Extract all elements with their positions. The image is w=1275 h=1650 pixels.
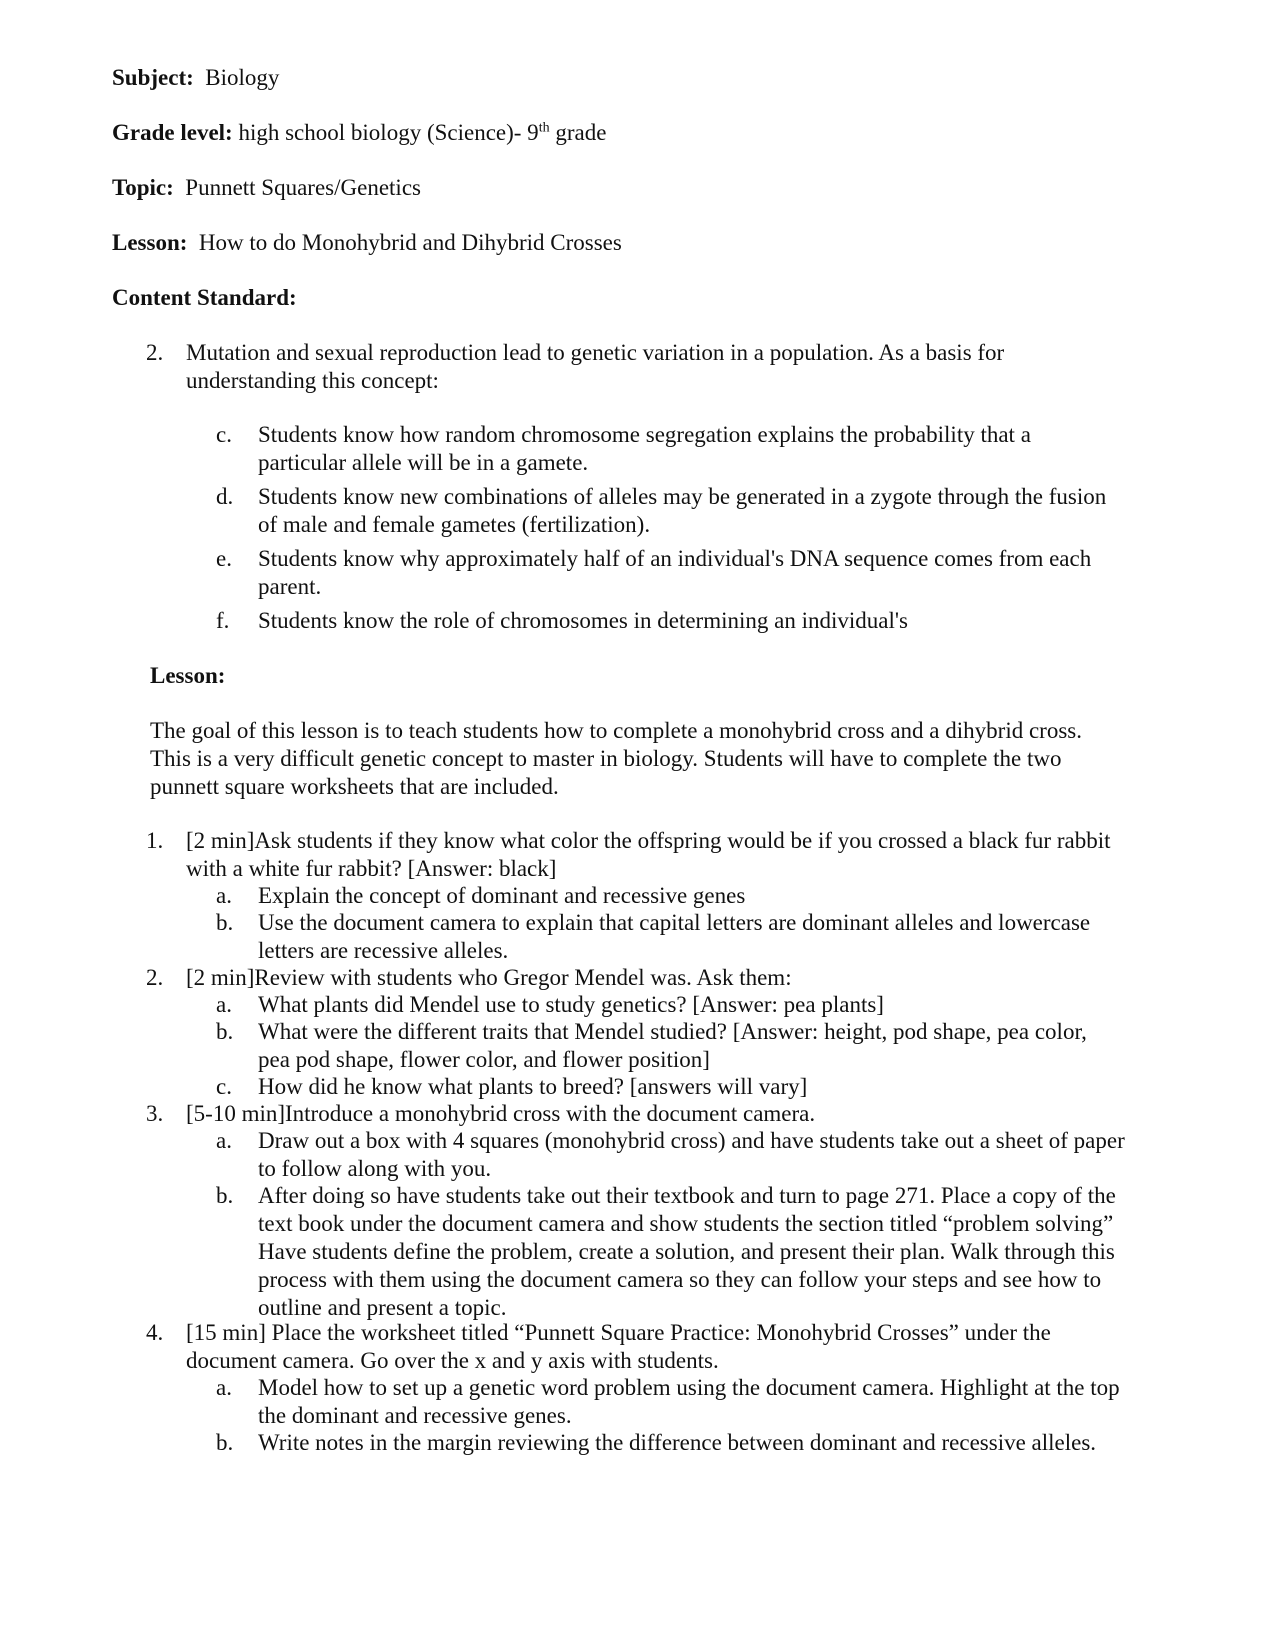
lesson-step bbox=[146, 964, 1126, 992]
lesson-substep bbox=[216, 882, 1118, 910]
standard-subitem-text: Students know why approximately half of an individual's DNA sequence comes from each parent. bbox=[258, 546, 1092, 599]
lesson-intro-paragraph: The goal of this lesson is to teach students how to complete a monohybrid cross and a dihybrid cross. This is a very difficult genetic concept to master in biology. Students will have to complete the two punnett square worksheets that are included. bbox=[150, 718, 1082, 799]
subject-label: Subject: bbox=[112, 65, 194, 90]
lesson-substep-text: How did he know what plants to breed? [answers will vary] bbox=[258, 1074, 808, 1099]
lesson-step-text: [5-10 min]Introduce a monohybrid cross with the document camera. bbox=[186, 1101, 816, 1126]
standard-text: Mutation and sexual reproduction lead to genetic variation in a population. As a basis for understanding this concept: bbox=[186, 340, 1005, 393]
standard-number: 2. bbox=[146, 340, 164, 365]
standard-subitem bbox=[216, 607, 1118, 635]
content-standard-heading: Content Standard: bbox=[112, 285, 297, 310]
lesson-substep-marker: b. bbox=[216, 1430, 234, 1455]
lesson-step bbox=[146, 1100, 1126, 1128]
lesson-substep-marker: a. bbox=[216, 883, 232, 908]
lesson-value: How to do Monohybrid and Dihybrid Crosses bbox=[198, 230, 622, 255]
lesson-step-number: 2. bbox=[146, 965, 164, 990]
lesson-substep-marker: c. bbox=[216, 1074, 232, 1099]
lesson-substep-marker: a. bbox=[216, 1128, 232, 1153]
standard-subitem bbox=[216, 483, 1118, 539]
lesson-step bbox=[146, 1319, 1136, 1375]
lesson-substep bbox=[216, 1374, 1128, 1430]
grade-value: high school biology (Science)- 9 bbox=[238, 120, 539, 145]
grade-label: Grade level: bbox=[112, 120, 233, 145]
lesson-heading: Lesson: bbox=[150, 663, 226, 688]
lesson-substep-text: What were the different traits that Mendel studied? [Answer: height, pod shape, pea color, pea pod shape, flower color, and flower position] bbox=[258, 1019, 1087, 1072]
grade-value-suffix: grade bbox=[549, 120, 607, 145]
lesson-substep-text: Explain the concept of dominant and recessive genes bbox=[258, 883, 746, 908]
topic-line bbox=[112, 174, 421, 202]
standard-subitem-text: Students know the role of chromosomes in determining an individual's bbox=[258, 608, 908, 633]
lesson-substep bbox=[216, 1182, 1138, 1322]
lesson-step bbox=[146, 827, 1126, 883]
lesson-substep-text: Draw out a box with 4 squares (monohybrid cross) and have students take out a sheet of paper to follow along with you. bbox=[258, 1128, 1125, 1181]
lesson-step-number: 4. bbox=[146, 1320, 164, 1345]
lesson-substep bbox=[216, 1073, 1118, 1101]
grade-line bbox=[112, 119, 606, 147]
lesson-substep-marker: b. bbox=[216, 910, 234, 935]
standard-subitem-marker: c. bbox=[216, 422, 232, 447]
lesson-substep bbox=[216, 1429, 1128, 1457]
subject-line bbox=[112, 64, 279, 92]
topic-value: Punnett Squares/Genetics bbox=[185, 175, 421, 200]
lesson-substep bbox=[216, 1018, 1118, 1074]
lesson-step-text: [2 min]Review with students who Gregor Mendel was. Ask them: bbox=[186, 965, 792, 990]
subject-value: Biology bbox=[205, 65, 280, 90]
lesson-step-number: 3. bbox=[146, 1101, 164, 1126]
lesson-substep-text: What plants did Mendel use to study genetics? [Answer: pea plants] bbox=[258, 992, 884, 1017]
standard-subitem-text: Students know new combinations of alleles may be generated in a zygote through the fusion of male and female gametes (fertilization). bbox=[258, 484, 1107, 537]
lesson-substep bbox=[216, 991, 1118, 1019]
standard-subitem-marker: e. bbox=[216, 546, 232, 571]
lesson-substep-marker: a. bbox=[216, 992, 232, 1017]
lesson-substep-marker: b. bbox=[216, 1183, 234, 1208]
lesson-substep-marker: b. bbox=[216, 1019, 234, 1044]
lesson-substep bbox=[216, 909, 1118, 965]
lesson-label: Lesson: bbox=[112, 230, 188, 255]
standard-subitem-marker: f. bbox=[216, 608, 230, 633]
standard-subitem bbox=[216, 545, 1118, 601]
standard-subitem bbox=[216, 421, 1118, 477]
lesson-substep-text: Use the document camera to explain that capital letters are dominant alleles and lowercase letters are recessive alleles. bbox=[258, 910, 1091, 963]
grade-superscript: th bbox=[538, 120, 550, 136]
standard-subitem-text: Students know how random chromosome segregation explains the probability that a particular allele will be in a gamete. bbox=[258, 422, 1031, 475]
standard-subitem-marker: d. bbox=[216, 484, 234, 509]
topic-label: Topic: bbox=[112, 175, 174, 200]
lesson-substep-text: Write notes in the margin reviewing the difference between dominant and recessive alleles. bbox=[258, 1430, 1097, 1455]
lesson-substep-marker: a. bbox=[216, 1375, 232, 1400]
lesson-substep-text: After doing so have students take out their textbook and turn to page 271. Place a copy of the text book under the document camera and show students the section titled “problem solving” Have students define the problem, create a solution, and present their plan. Walk through this process with them using the document camera so they can follow your steps and see how to outline and present a topic. bbox=[258, 1183, 1116, 1320]
standard-item bbox=[146, 339, 1126, 395]
lesson-substep bbox=[216, 1127, 1138, 1183]
lesson-step-text: [15 min] Place the worksheet titled “Punnett Square Practice: Monohybrid Crosses” under the document camera. Go over the x and y axis with students. bbox=[186, 1320, 1051, 1373]
lesson-substep-text: Model how to set up a genetic word problem using the document camera. Highlight at the top the dominant and recessive genes. bbox=[258, 1375, 1120, 1428]
lesson-step-text: [2 min]Ask students if they know what color the offspring would be if you crossed a black fur rabbit with a white fur rabbit? [Answer: black] bbox=[186, 828, 1111, 881]
lesson-line bbox=[112, 229, 622, 257]
lesson-step-number: 1. bbox=[146, 828, 164, 853]
